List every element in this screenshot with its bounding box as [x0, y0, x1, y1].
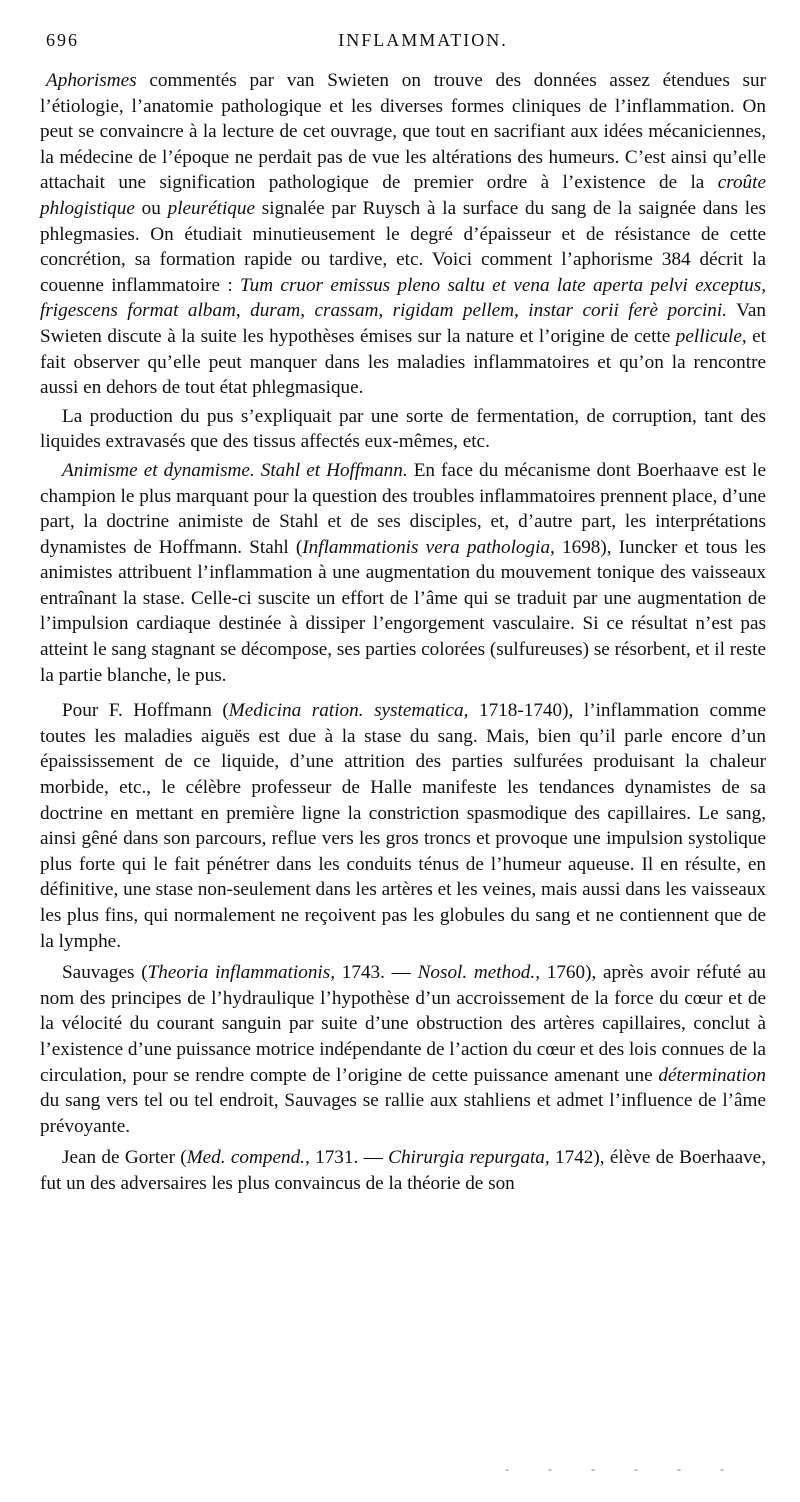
text-run: 1698), Iuncker et tous les animistes attribuent l’inflammation à une augmentation du mouvement tonique des vaisseaux entraînant la stase. Celle-ci suscite un effort de l’âme qui se traduit par une augmentation de l’impulsion cardiaque destinée à dissiper l’engorgement vasculaire. Si ce résultat n’est pas atteint le sang stagnant se décompose, ses parties colorées (sulfureuses) se résorbent, et il reste la partie blanche, le pus. [40, 536, 766, 686]
running-title: INFLAMMATION. [338, 30, 508, 50]
paragraph-pus [40, 404, 766, 455]
text-run: , et fait observer qu’elle peut manquer dans les maladies inflammatoires et qu’on la rencontre aussi en dehors de tout état phlegmasique. [40, 325, 767, 399]
italic-run: Chirurgia repurgata, [388, 1147, 550, 1169]
italic-run: Aphorismes [46, 70, 137, 91]
text-run: Jean de Gorter ( [62, 1147, 187, 1169]
paragraph-sauvages [40, 960, 766, 1139]
italic-run: Theoria inflammationis, [147, 962, 336, 984]
text-run: 1743. — [335, 962, 418, 984]
paragraph-animisme [40, 458, 766, 688]
text-run: signalée par Ruysch à la surface du sang de la saignée dans les phlegmasies. On étudiait minutieusement le degré d’épaisseur et de résistance de cette concrétion, sa formation rapide ou tardive, etc. Voici comment l’aphorisme 384 décrit la couenne inflammatoire : [40, 197, 767, 296]
italic-run: détermination [658, 1064, 766, 1086]
italic-run: pellicule [675, 325, 742, 347]
text-run: commentés par van Swieten on trouve des données assez étendues sur l’étiologie, l’anatomie pathologique et les diverses formes cliniques de l’inflammation. On peut se convaincre à la lecture de cet ouvrage, que tout en sacrifiant aux idées mécaniciennes, la médecine de l’époque ne perdait pas de vue les altérations des humeurs. C’est ainsi qu’elle attachait une signification pathologique de premier ordre à l’existence de la [40, 70, 766, 194]
italic-run: Tum cruor emissus pleno saltu et vena late aperta pelvi exceptus, frigescens format albam, duram, crassam, rigidam pellem, instar corii ferè porcini. [40, 274, 766, 322]
text-run: La production du pus s’expliquait par une sorte de fermentation, de corruption, tant des liquides extravasés que des tissus affectés eux-mêmes, etc. [40, 405, 766, 453]
italic-run: croûte phlogistique [40, 172, 766, 219]
footer-marks: - - - - - - [505, 1462, 742, 1476]
text-run: 1742), élève de Boerhaave, fut un des adversaires les plus convaincus de la théorie de son [40, 1147, 766, 1194]
paragraph-hoffmann [40, 698, 766, 954]
text-run: du sang vers tel ou tel endroit, Sauvages se rallie aux stahliens et admet l’influence de l’âme prévoyante. [40, 1090, 766, 1137]
text-run: 1718-1740), l’inflammation comme toutes les maladies aiguës est due à la stase du sang. Mais, bien qu’il parle encore d’un épaississement de ce liquide, d’une attrition des parties sulfurées produisant la chaleur morbide, etc., le célèbre professeur de Halle manifeste les tendances dynamistes de sa doctrine en mettant en première ligne la constriction spasmodique des capillaires. Le sang, ainsi gêné dans son parcours, reflue vers les gros troncs et provoque une impulsion systolique plus forte qui le fait pénétrer dans les conduits ténus de l’humeur aqueuse. Il en résulte, en définitive, une stase non-seulement dans les artères et les veines, mais aussi dans les vaisseaux les plus fins, qui normalement ne reçoivent pas les globules du sang et ne contiennent que de la lymphe. [40, 700, 766, 952]
text-run: Sauvages ( [62, 962, 148, 984]
page-number: 696 [46, 30, 79, 50]
italic-run: Inflammationis vera pathologia, [302, 536, 555, 558]
text-run: 1731. — [309, 1147, 389, 1169]
text-run: 1760), après avoir réfuté au nom des principes de l’hydraulique l’hypothèse d’un accroissement de la force du cœur et de la vélocité du courant sanguin par suite d’une obstruction des artères capillaires, conclut à l’existence d’une puissance motrice indépendante de l’action du cœur et des lois connues de la circulation, pour se rendre compte de l’origine de cette puissance amenant une [40, 962, 766, 1086]
text-run: ou [134, 197, 168, 219]
text-run: En face du mécanisme dont Boerhaave est le champion le plus marquant pour la question des troubles inflammatoires prennent place, d’une part, la doctrine animiste de Stahl et de ses disciples, et, d’autre part, les interprétations dynamistes de Hoffmann. Stahl ( [40, 459, 766, 558]
italic-run: Med. compend., [186, 1147, 310, 1169]
italic-run: Nosol. method., [417, 962, 540, 984]
page-header [40, 30, 766, 68]
book-page [40, 30, 766, 1197]
italic-run: pleurétique [167, 197, 255, 219]
text-run: Pour F. Hoffmann ( [62, 700, 229, 722]
paragraph-aphorismes [40, 68, 766, 401]
paragraph-gorter [40, 1145, 766, 1196]
text-run: Van Swieten discute à la suite les hypothèses émises sur la nature et l’origine de cette [40, 300, 766, 347]
italic-run: Animisme et dynamisme. Stahl et Hoffmann. [62, 459, 408, 481]
italic-run: Medicina ration. systematica, [228, 700, 469, 722]
